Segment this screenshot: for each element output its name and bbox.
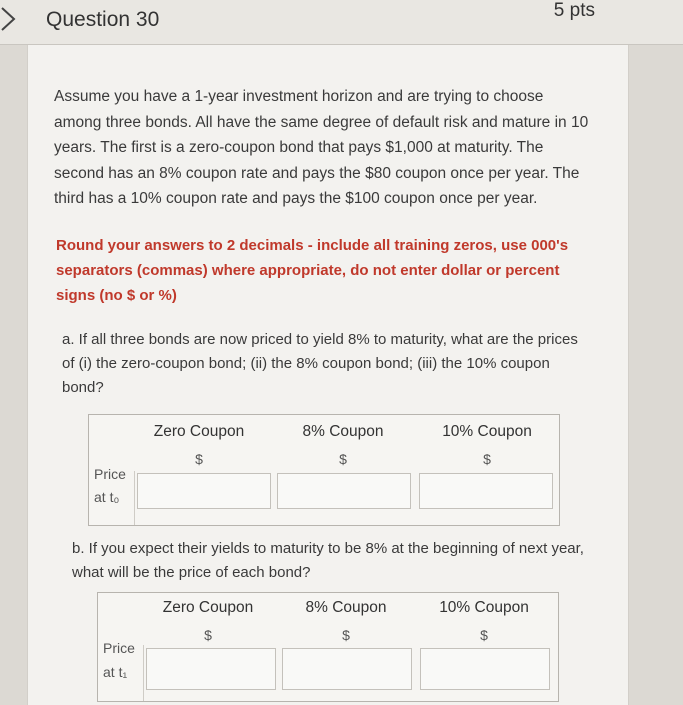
question-header xyxy=(0,0,683,45)
points-label: 5 pts xyxy=(553,0,595,21)
rounding-instructions: Round your answers to 2 decimals - include all training zeros, use 000's separators (commas) where appropriate, do not enter dollar or percent signs (no $ or %) xyxy=(56,237,569,304)
row-label-time: at t₀ xyxy=(94,489,120,505)
10-coupon-price-input[interactable] xyxy=(419,473,553,509)
column-header-8-coupon: 8% Coupon xyxy=(305,599,387,616)
part-b-text: b. If you expect their yields to maturity to be 8% at the beginning of next year, what will be the price of each bond? xyxy=(72,540,584,581)
currency-symbol: $ xyxy=(480,627,488,643)
8-coupon-price-input[interactable] xyxy=(282,648,412,690)
8-coupon-price-input[interactable] xyxy=(277,473,411,509)
currency-symbol: $ xyxy=(204,627,212,643)
10-coupon-price-input[interactable] xyxy=(420,648,550,690)
column-header-zero-coupon: Zero Coupon xyxy=(153,423,245,440)
row-label-price: Price xyxy=(103,640,135,656)
row-label-time: at t₁ xyxy=(103,664,128,680)
currency-symbol: $ xyxy=(195,451,203,467)
zero-coupon-price-input[interactable] xyxy=(137,473,271,509)
currency-symbol: $ xyxy=(342,627,350,643)
chevron-right-icon xyxy=(0,6,18,32)
currency-symbol: $ xyxy=(339,451,347,467)
column-header-10-coupon: 10% Coupon xyxy=(439,599,529,616)
question-text: Assume you have a 1-year investment horizon and are trying to choose among three bonds. All have the same degree of default risk and mature in 10 years. The first is a zero-coupon bond that pays $1,000 at maturity. The second has an 8% coupon rate and pays the $80 coupon once per year. The third has a 10% coupon rate and pays the $100 coupon once per year. xyxy=(54,88,589,207)
column-header-zero-coupon: Zero Coupon xyxy=(162,599,254,616)
part-a-table xyxy=(88,414,560,526)
row-label-price: Price xyxy=(94,466,126,482)
zero-coupon-price-input[interactable] xyxy=(146,648,276,690)
column-header-10-coupon: 10% Coupon xyxy=(442,423,532,440)
column-header-8-coupon: 8% Coupon xyxy=(302,423,384,440)
part-a-text: a. If all three bonds are now priced to yield 8% to maturity, what are the prices of (i) the zero-coupon bond; (ii) the 8% coupon bond; (iii) the 10% coupon bond? xyxy=(62,331,578,396)
question-title: Question 30 xyxy=(46,8,160,31)
part-b-table xyxy=(97,592,559,702)
currency-symbol: $ xyxy=(483,451,491,467)
